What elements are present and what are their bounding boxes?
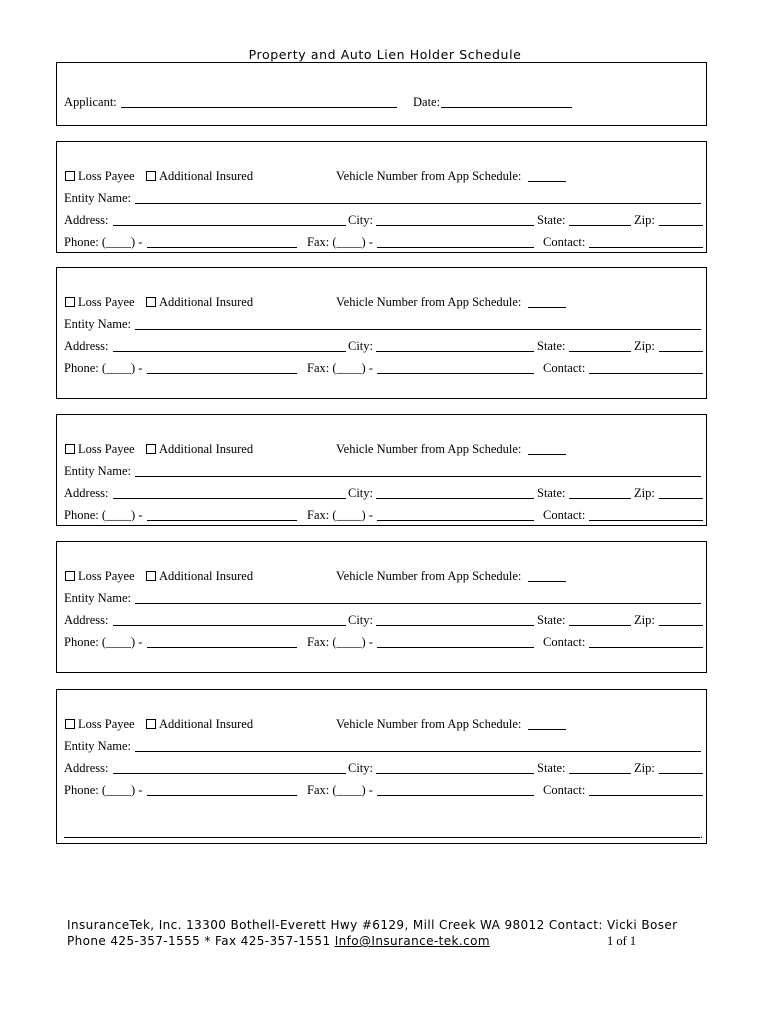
contact-field[interactable] bbox=[589, 795, 703, 796]
applicant-label: Applicant: bbox=[64, 95, 117, 109]
contact-field[interactable] bbox=[589, 373, 703, 374]
address-field[interactable] bbox=[113, 351, 346, 352]
vehicle-number-label: Vehicle Number from App Schedule: bbox=[336, 569, 522, 583]
state-field[interactable] bbox=[569, 773, 631, 774]
phone-field[interactable] bbox=[147, 647, 297, 648]
address-field[interactable] bbox=[113, 225, 346, 226]
phone-field[interactable] bbox=[147, 247, 297, 248]
zip-field[interactable] bbox=[659, 625, 703, 626]
fax-label: Fax: (____) - bbox=[307, 508, 373, 522]
additional-insured-label: Additional Insured bbox=[159, 569, 254, 583]
address-label: Address: bbox=[64, 339, 109, 353]
state-label: State: bbox=[537, 339, 566, 353]
city-field[interactable] bbox=[376, 225, 534, 226]
vehicle-number-field[interactable] bbox=[528, 729, 566, 730]
fax-field[interactable] bbox=[377, 520, 534, 521]
city-label: City: bbox=[348, 613, 374, 627]
page-title: Property and Auto Lien Holder Schedule bbox=[248, 47, 522, 62]
additional-insured-checkbox[interactable] bbox=[146, 571, 156, 581]
city-field[interactable] bbox=[376, 625, 534, 626]
address-label: Address: bbox=[64, 213, 109, 227]
zip-field[interactable] bbox=[659, 773, 703, 774]
loss-payee-checkbox[interactable] bbox=[65, 719, 75, 729]
city-label: City: bbox=[348, 761, 374, 775]
address-field[interactable] bbox=[113, 773, 346, 774]
additional-insured-label: Additional Insured bbox=[159, 295, 254, 309]
address-label: Address: bbox=[64, 486, 109, 500]
zip-label: Zip: bbox=[634, 613, 655, 627]
loss-payee-checkbox[interactable] bbox=[65, 297, 75, 307]
loss-payee-label: Loss Payee bbox=[78, 169, 135, 183]
lien-holder-entry bbox=[56, 267, 707, 399]
vehicle-number-field[interactable] bbox=[528, 454, 566, 455]
footer-address: InsuranceTek, Inc. 13300 Bothell-Everett Hwy #6129, Mill Creek WA 98012 Contact: Vicki Boser bbox=[67, 918, 678, 932]
phone-label: Phone: (____) - bbox=[64, 361, 143, 375]
city-label: City: bbox=[348, 339, 374, 353]
additional-insured-label: Additional Insured bbox=[159, 717, 254, 731]
contact-field[interactable] bbox=[589, 520, 703, 521]
city-label: City: bbox=[348, 486, 374, 500]
entity-name-label: Entity Name: bbox=[64, 464, 131, 478]
state-label: State: bbox=[537, 486, 566, 500]
notes-field[interactable] bbox=[64, 837, 700, 838]
additional-insured-checkbox[interactable] bbox=[146, 297, 156, 307]
footer-contact bbox=[67, 934, 490, 948]
loss-payee-label: Loss Payee bbox=[78, 295, 135, 309]
entity-name-label: Entity Name: bbox=[64, 591, 131, 605]
fax-field[interactable] bbox=[377, 373, 534, 374]
zip-field[interactable] bbox=[659, 351, 703, 352]
phone-label: Phone: (____) - bbox=[64, 635, 143, 649]
contact-label: Contact: bbox=[543, 235, 586, 249]
contact-label: Contact: bbox=[543, 508, 586, 522]
state-label: State: bbox=[537, 613, 566, 627]
contact-label: Contact: bbox=[543, 635, 586, 649]
zip-label: Zip: bbox=[634, 213, 655, 227]
phone-label: Phone: (____) - bbox=[64, 783, 143, 797]
entity-name-label: Entity Name: bbox=[64, 317, 131, 331]
loss-payee-label: Loss Payee bbox=[78, 717, 135, 731]
lien-holder-entry bbox=[56, 141, 707, 253]
loss-payee-checkbox[interactable] bbox=[65, 171, 75, 181]
fax-field[interactable] bbox=[377, 647, 534, 648]
page-number: 1 of 1 bbox=[607, 934, 637, 948]
entity-name-label: Entity Name: bbox=[64, 739, 131, 753]
zip-label: Zip: bbox=[634, 486, 655, 500]
lien-holder-entry[interactable] bbox=[56, 689, 707, 844]
state-field[interactable] bbox=[569, 225, 631, 226]
loss-payee-checkbox[interactable] bbox=[65, 571, 75, 581]
state-label: State: bbox=[537, 213, 566, 227]
vehicle-number-label: Vehicle Number from App Schedule: bbox=[336, 169, 522, 183]
fax-label: Fax: (____) - bbox=[307, 635, 373, 649]
zip-field[interactable] bbox=[659, 498, 703, 499]
additional-insured-checkbox[interactable] bbox=[146, 719, 156, 729]
contact-field[interactable] bbox=[589, 247, 703, 248]
city-field[interactable] bbox=[376, 498, 534, 499]
zip-label: Zip: bbox=[634, 761, 655, 775]
contact-label: Contact: bbox=[543, 361, 586, 375]
additional-insured-checkbox[interactable] bbox=[146, 171, 156, 181]
entity-name-label: Entity Name: bbox=[64, 191, 131, 205]
phone-label: Phone: (____) - bbox=[64, 508, 143, 522]
vehicle-number-field[interactable] bbox=[528, 181, 566, 182]
phone-label: Phone: (____) - bbox=[64, 235, 143, 249]
zip-label: Zip: bbox=[634, 339, 655, 353]
state-label: State: bbox=[537, 761, 566, 775]
date-label: Date: bbox=[413, 95, 441, 109]
loss-payee-checkbox[interactable] bbox=[65, 444, 75, 454]
address-field[interactable] bbox=[113, 498, 346, 499]
additional-insured-label: Additional Insured bbox=[159, 169, 254, 183]
contact-field[interactable] bbox=[589, 647, 703, 648]
email-link[interactable]: Info@Insurance-tek.com bbox=[334, 934, 490, 948]
fax-label: Fax: (____) - bbox=[307, 783, 373, 797]
applicant-field[interactable] bbox=[121, 107, 397, 108]
address-label: Address: bbox=[64, 613, 109, 627]
entity-name-field[interactable] bbox=[135, 329, 701, 330]
phone-field[interactable] bbox=[147, 373, 297, 374]
fax-label: Fax: (____) - bbox=[307, 235, 373, 249]
lien-holder-entry bbox=[56, 414, 707, 526]
state-field[interactable] bbox=[569, 351, 631, 352]
vehicle-number-field[interactable] bbox=[528, 581, 566, 582]
fax-field[interactable] bbox=[377, 247, 534, 248]
phone-field[interactable] bbox=[147, 795, 297, 796]
phone-field[interactable] bbox=[147, 520, 297, 521]
vehicle-number-field[interactable] bbox=[528, 307, 566, 308]
lien-holder-entry bbox=[56, 541, 707, 673]
city-field[interactable] bbox=[376, 351, 534, 352]
final-period: . bbox=[700, 827, 704, 841]
additional-insured-label: Additional Insured bbox=[159, 442, 254, 456]
fax-field[interactable] bbox=[377, 795, 534, 796]
date-field[interactable] bbox=[441, 107, 572, 108]
entity-name-field[interactable] bbox=[135, 751, 701, 752]
entity-name-field[interactable] bbox=[135, 476, 701, 477]
applicant-section bbox=[56, 62, 707, 126]
fax-label: Fax: (____) - bbox=[307, 361, 373, 375]
loss-payee-label: Loss Payee bbox=[78, 442, 135, 456]
zip-field[interactable] bbox=[659, 225, 703, 226]
address-field[interactable] bbox=[113, 625, 346, 626]
address-label: Address: bbox=[64, 761, 109, 775]
state-field[interactable] bbox=[569, 498, 631, 499]
loss-payee-label: Loss Payee bbox=[78, 569, 135, 583]
city-field[interactable] bbox=[376, 773, 534, 774]
vehicle-number-label: Vehicle Number from App Schedule: bbox=[336, 295, 522, 309]
state-field[interactable] bbox=[569, 625, 631, 626]
city-label: City: bbox=[348, 213, 374, 227]
vehicle-number-label: Vehicle Number from App Schedule: bbox=[336, 717, 522, 731]
entity-name-field[interactable] bbox=[135, 203, 701, 204]
additional-insured-checkbox[interactable] bbox=[146, 444, 156, 454]
contact-label: Contact: bbox=[543, 783, 586, 797]
vehicle-number-label: Vehicle Number from App Schedule: bbox=[336, 442, 522, 456]
footer-phone-fax: Phone 425-357-1555 * Fax 425-357-1551 bbox=[67, 934, 335, 948]
entity-name-field[interactable] bbox=[135, 603, 701, 604]
